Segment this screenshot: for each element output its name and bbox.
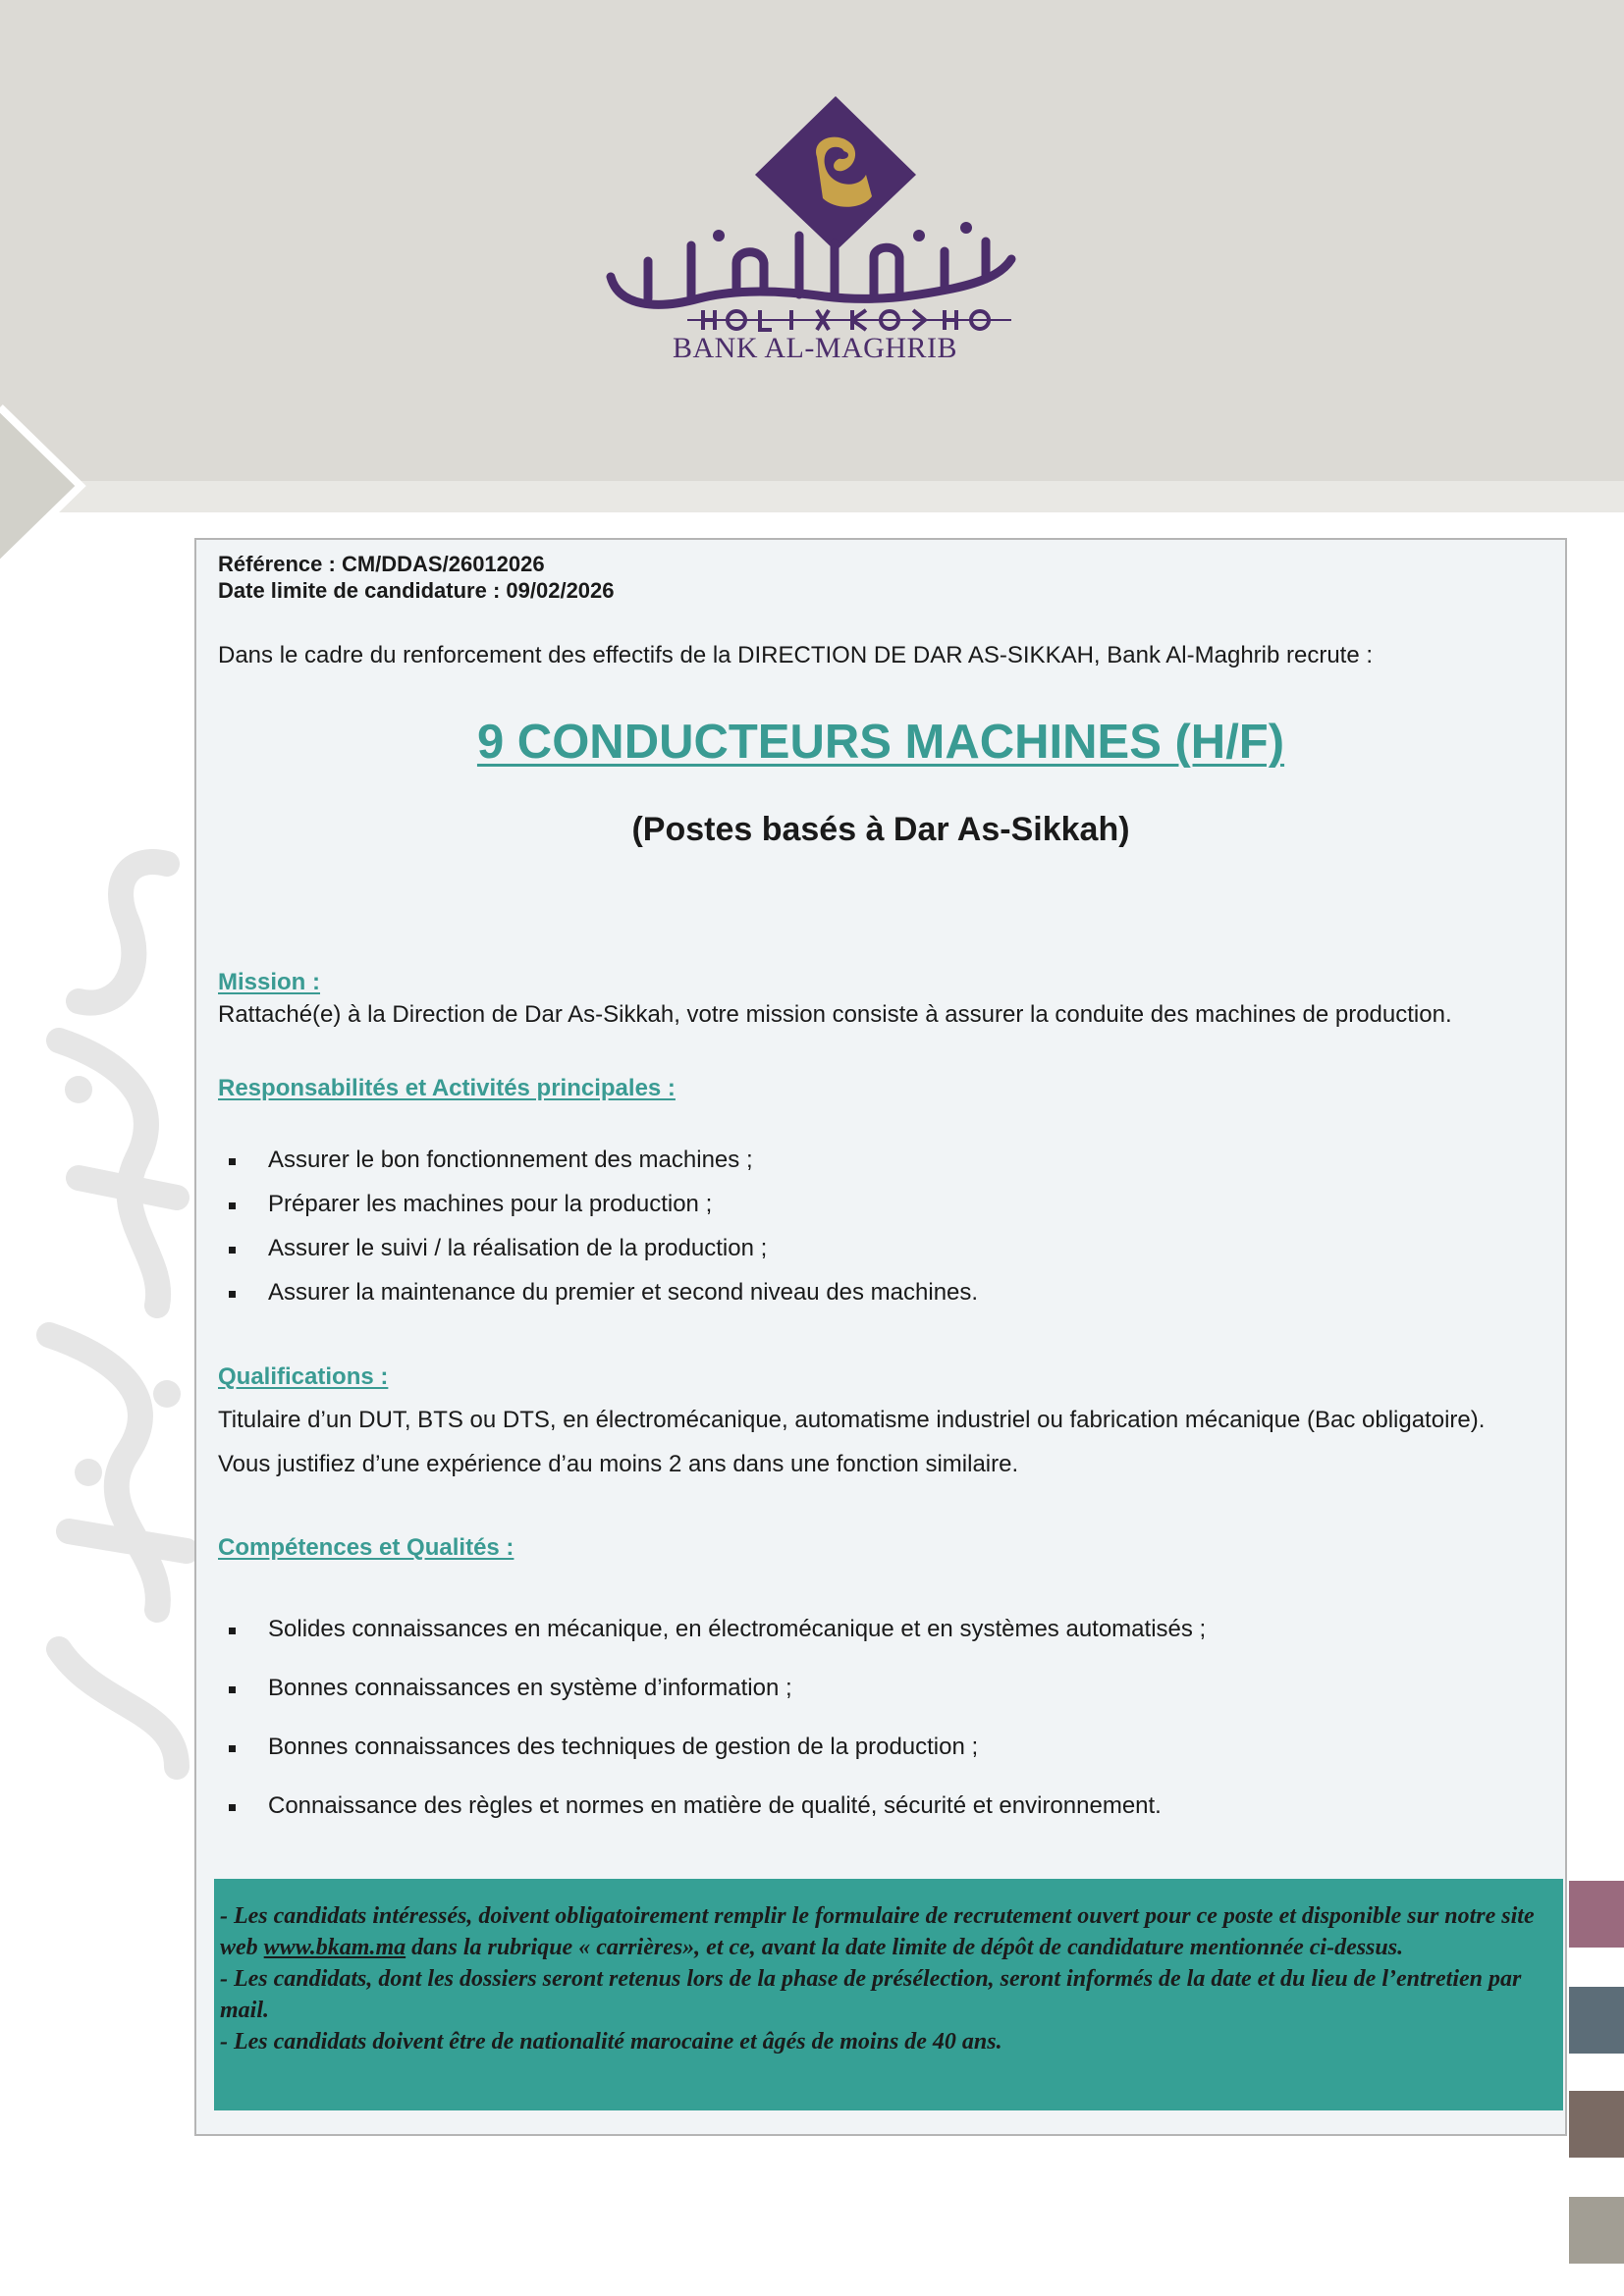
notice-paragraph-apply [220,1900,1551,1963]
job-offer-card [194,538,1567,2136]
website-link[interactable]: www.bkam.ma [263,1935,406,1960]
color-swatch [1569,1987,1624,2054]
job-location: (Postes basés à Dar As-Sikkah) [631,811,1130,848]
color-swatch [1569,2197,1624,2264]
qualifications-line: Vous justifiez d’une expérience d’au moins 2 ans dans une fonction similaire. [218,1451,1019,1477]
qualifications-line: Titulaire d’un DUT, BTS ou DTS, en électromécanique, automatisme industriel ou fabrication mécanique (Bac obligatoire). [218,1407,1486,1433]
bank-logo [589,88,1041,383]
competence-item: Connaissance des règles et normes en matière de qualité, sécurité et environnement. [268,1792,1162,1819]
header-band-edge [0,481,1624,512]
color-swatch [1569,1881,1624,1948]
mission-heading: Mission : [218,969,321,995]
reference: Référence : CM/DDAS/26012026 [218,552,545,576]
competences-heading: Compétences et Qualités : [218,1534,514,1561]
responsibility-item: Assurer la maintenance du premier et second niveau des machines. [268,1279,979,1306]
mission-text: Rattaché(e) à la Direction de Dar As-Sikkah, votre mission consiste à assurer la conduite des machines de production. [218,1001,1452,1028]
responsibility-item: Assurer le suivi / la réalisation de la production ; [268,1235,768,1261]
competence-item: Bonnes connaissances en système d’information ; [268,1675,792,1701]
notice-text: - Les candidats intéressés, doivent obligatoirement remplir le formulaire de recrutement ouvert pour ce poste et disponible sur notre site web [220,1903,1535,1960]
competence-item: Solides connaissances en mécanique, en électromécanique et en systèmes automatisés ; [268,1616,1207,1642]
notice-paragraph-interview: - Les candidats, dont les dossiers seront retenus lors de la phase de présélection, seront informés de la date et du lieu de l’entretien par mail. [220,1966,1522,2023]
notice-paragraph-eligibility: - Les candidats doivent être de nationalité marocaine et âgés de moins de 40 ans. [220,2029,1002,2055]
responsibility-item: Assurer le bon fonctionnement des machines ; [268,1147,753,1173]
application-deadline: Date limite de candidature : 09/02/2026 [218,578,615,603]
responsibility-item: Préparer les machines pour la production ; [268,1191,713,1217]
bank-logo-emblem [589,88,1041,334]
qualifications-heading: Qualifications : [218,1363,389,1390]
intro-text: Dans le cadre du renforcement des effectifs de la DIRECTION DE DAR AS-SIKKAH, Bank Al-Maghrib recrute : [218,642,1374,668]
bank-name: BANK AL-MAGHRIB [672,332,957,364]
calligraphy-watermark [20,844,206,1787]
job-title: 9 CONDUCTEURS MACHINES (H/F) [476,716,1285,769]
notice-text: dans la rubrique « carrières», et ce, avant la date limite de dépôt de candidature mentionnée ci-dessus. [406,1935,1404,1960]
responsibilities-heading: Responsabilités et Activités principales : [218,1075,676,1101]
color-swatch [1569,2091,1624,2158]
corner-arrow-decoration [0,398,98,594]
competence-item: Bonnes connaissances des techniques de gestion de la production ; [268,1734,979,1760]
application-notice [214,1879,1563,2110]
